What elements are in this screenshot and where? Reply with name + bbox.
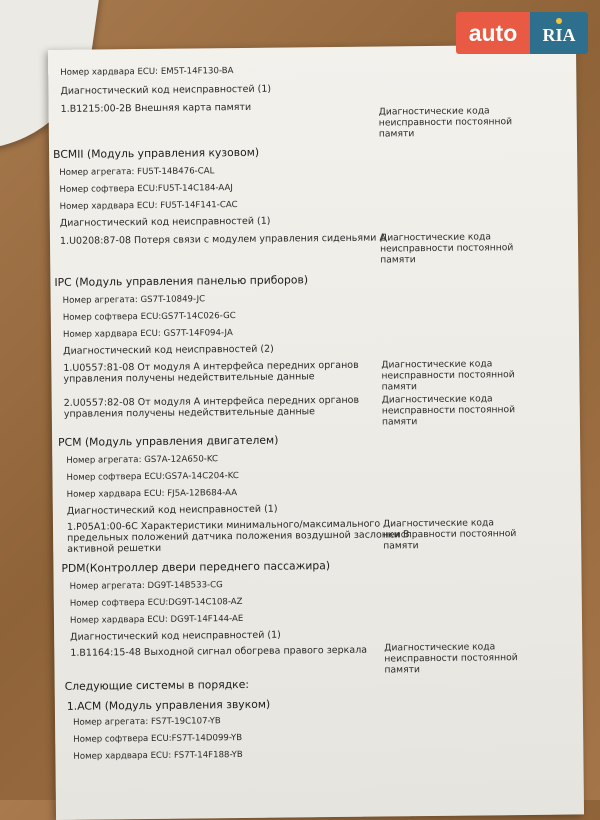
doc-line: предельных положений датчика положения воздушной заслонки B	[67, 529, 410, 544]
note-line: неисправности постоянной	[384, 652, 518, 665]
doc-line: Номер агрегата: FS7T-19C107-YB	[72, 716, 221, 728]
note-line: памяти	[384, 664, 420, 676]
doc-line: управления получены недействительные данные	[63, 406, 316, 420]
dtc-memory-note	[381, 358, 521, 392]
doc-line: Номер софтвера ECU:GS7A-14C204-KC	[66, 471, 239, 483]
doc-line: Номер агрегата: GS7A-12A650-KC	[66, 454, 219, 466]
doc-line: 1.B1164:15-48 Выходной сигнал обогрева правого зеркала	[70, 644, 368, 659]
document-page	[48, 44, 584, 819]
dtc-memory-note	[383, 517, 523, 551]
doc-line: 1.ACM (Модуль управления звуком)	[66, 697, 271, 713]
doc-line: Номер хардвара ECU: DG9T-14F144-AE	[69, 613, 244, 626]
doc-line: управления получены недействительные данные	[63, 371, 315, 385]
doc-line: Номер софтвера ECU:FS7T-14D099-YB	[73, 733, 243, 745]
doc-line: Номер хардвара ECU: EM5T-14F130-BA	[60, 66, 234, 78]
doc-line: BCMII (Модуль управления кузовом)	[53, 145, 260, 161]
doc-line: Диагностический код неисправностей (1)	[59, 215, 271, 229]
doc-line: Диагностический код неисправностей (1)	[66, 503, 278, 517]
doc-line: Следующие системы в порядке:	[64, 677, 250, 693]
note-line: Диагностические кода	[381, 358, 493, 371]
logo-auto-text: auto	[456, 12, 530, 54]
dtc-memory-note	[382, 393, 522, 427]
note-line: памяти	[383, 540, 419, 552]
doc-line: Номер хардвара ECU: FJ5A-12B684-AA	[66, 488, 238, 500]
doc-line: 1.B1215:00-2B Внешняя карта памяти	[60, 101, 252, 115]
doc-line: PDM(Контроллер двери переднего пассажира)	[61, 559, 331, 575]
dtc-memory-note	[380, 231, 520, 265]
doc-line: 1.U0557:81-08 От модуля A интерфейса передних органов	[63, 359, 359, 374]
doc-line: Номер хардвара ECU: FS7T-14F188-YB	[73, 749, 243, 762]
note-line: неисправности постоянной	[380, 242, 514, 255]
doc-line: PCM (Модуль управления двигателем)	[58, 433, 279, 449]
note-line: памяти	[378, 128, 415, 140]
doc-line: Номер хардвара ECU: FU5T-14F141-CAC	[59, 200, 238, 212]
note-line: Диагностические кода	[382, 517, 495, 530]
doc-line: Номер хардвара ECU: GS7T-14F094-JA	[62, 328, 233, 340]
doc-line: Диагностический код неисправностей (2)	[63, 343, 274, 357]
note-line: неисправности постоянной	[378, 116, 513, 129]
autoria-logo	[456, 12, 588, 54]
note-line: памяти	[380, 254, 416, 266]
doc-line: 1.U0208:87-08 Потеря связи с модулем управления сиденьями A	[59, 232, 386, 247]
doc-line: 2.U0557:82-08 От модуля A интерфейса передних органов	[63, 394, 360, 409]
note-line: Диагностические кода	[378, 105, 490, 118]
doc-line: Диагностический код неисправностей (1)	[70, 629, 281, 643]
doc-line: Номер софтвера ECU:DG9T-14C108-AZ	[69, 596, 243, 609]
logo-ria-text: RIA	[530, 12, 588, 54]
doc-line: Номер агрегата: DG9T-14B533-CG	[69, 580, 223, 592]
doc-line: Номер агрегата: FU5T-14B476-CAL	[59, 166, 215, 178]
note-line: памяти	[381, 416, 418, 428]
doc-line: Номер агрегата: GS7T-10849-JC	[62, 294, 206, 306]
note-line: неисправности постоянной	[383, 528, 517, 541]
note-line: памяти	[381, 381, 418, 393]
doc-line: Номер софтвера ECU:FU5T-14C184-AAJ	[59, 183, 233, 195]
logo-star-icon	[554, 16, 564, 26]
doc-line: Номер софтвера ECU:GS7T-14C026-GC	[62, 311, 236, 323]
doc-line: IPC (Модуль управления панелью приборов)	[54, 273, 309, 289]
doc-line: 1.P05A1:00-6C Характеристики минимального/максимального	[66, 518, 381, 533]
doc-line: активной решетки	[67, 542, 162, 555]
doc-line: Диагностический код неисправностей (1)	[60, 83, 272, 97]
note-line: Диагностические кода	[379, 231, 492, 244]
note-line: неисправности постоянной	[381, 369, 515, 382]
note-line: Диагностические кода	[381, 393, 493, 406]
note-line: неисправности постоянной	[381, 404, 516, 417]
dtc-memory-note	[384, 641, 524, 675]
dtc-memory-note	[379, 105, 519, 139]
note-line: Диагностические кода	[384, 641, 496, 654]
